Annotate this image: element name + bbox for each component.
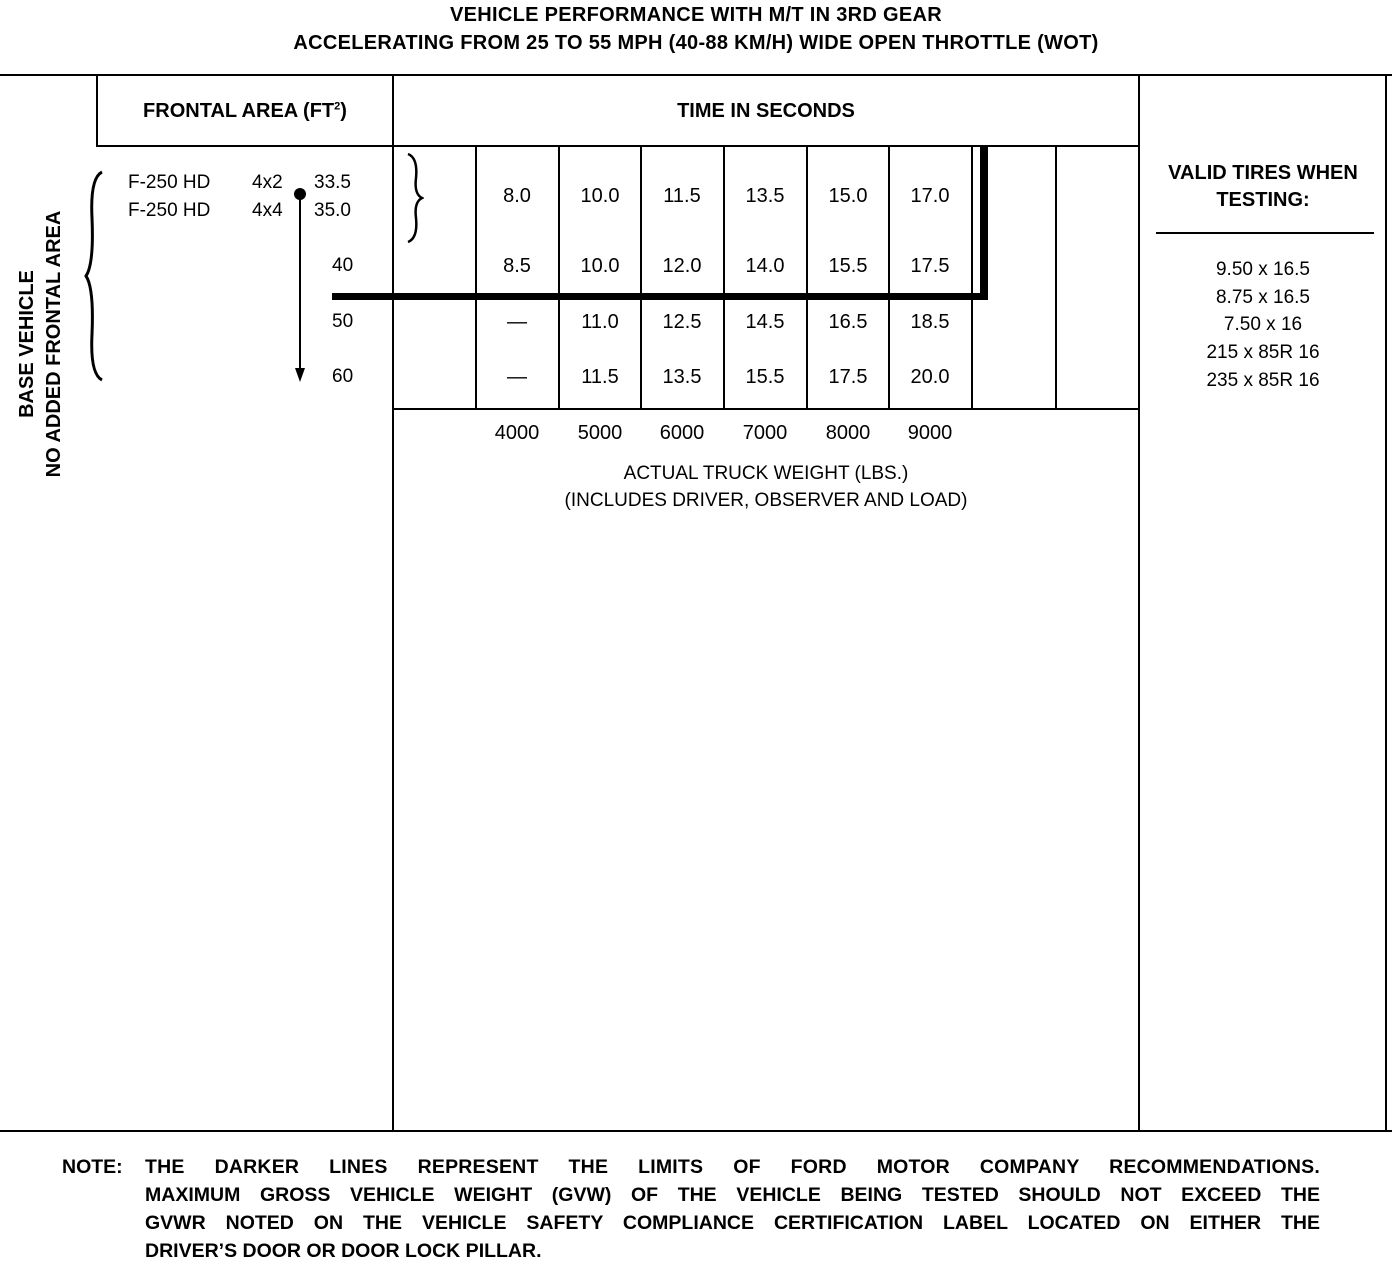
table-cell: 12.0 bbox=[662, 255, 702, 277]
table-cell: 18.5 bbox=[910, 311, 950, 333]
weight-axis-title: ACTUAL TRUCK WEIGHT (LBS.) bbox=[623, 463, 909, 484]
title-line-2: ACCELERATING FROM 25 TO 55 MPH (40-88 KM/H) WIDE OPEN THROTTLE (WOT) bbox=[293, 32, 1099, 54]
tire-list-item: 235 x 85R 16 bbox=[1206, 370, 1320, 391]
frontal-row-40: 40 bbox=[332, 255, 354, 276]
tires-header-2: TESTING: bbox=[1216, 189, 1310, 211]
vehicle-drive-2: 4x4 bbox=[252, 200, 283, 221]
vehicle-model-2: F-250 HD bbox=[128, 200, 211, 221]
tires-underline bbox=[1156, 232, 1374, 234]
weight-label: 7000 bbox=[742, 422, 788, 444]
left-col-divider bbox=[392, 76, 394, 1130]
weight-label: 5000 bbox=[577, 422, 623, 444]
table-cell: 13.5 bbox=[745, 185, 785, 207]
tire-list-item: 9.50 x 16.5 bbox=[1215, 259, 1311, 280]
frontal-row-60: 60 bbox=[332, 366, 354, 387]
weight-label: 4000 bbox=[494, 422, 540, 444]
table-cell: 12.5 bbox=[662, 311, 702, 333]
note-line-4: DRIVER’S DOOR OR DOOR LOCK PILLAR. bbox=[145, 1240, 542, 1262]
table-cell: 17.5 bbox=[910, 255, 950, 277]
table-cell: — bbox=[507, 311, 527, 333]
bottom-rule bbox=[0, 1130, 1392, 1132]
limit-line-horizontal bbox=[332, 293, 988, 300]
table-cell: 11.5 bbox=[663, 185, 701, 207]
note-line-2: MAXIMUM GROSS VEHICLE WEIGHT (GVW) OF THE VEHICLE BEING TESTED SHOULD NOT EXCEED THE bbox=[145, 1184, 1320, 1206]
down-arrow-icon bbox=[290, 186, 310, 386]
side-label-line-2: NO ADDED FRONTAL AREA bbox=[43, 210, 65, 478]
note-label: NOTE: bbox=[62, 1156, 123, 1178]
frontal-row-50: 50 bbox=[332, 311, 354, 332]
table-cell: 17.5 bbox=[828, 366, 868, 388]
table-cell: 11.0 bbox=[581, 311, 619, 333]
table-cell: 10.0 bbox=[580, 185, 620, 207]
table-cell: 15.5 bbox=[828, 255, 868, 277]
table-cell: 11.5 bbox=[581, 366, 619, 388]
grid-line bbox=[1055, 147, 1057, 409]
tire-list-item: 8.75 x 16.5 bbox=[1215, 287, 1311, 308]
tire-list-item: 7.50 x 16 bbox=[1223, 314, 1303, 335]
tire-list-item: 215 x 85R 16 bbox=[1206, 342, 1320, 363]
vehicle-area-2: 35.0 bbox=[314, 200, 351, 221]
side-label bbox=[14, 129, 70, 559]
table-bottom-rule bbox=[394, 408, 1138, 410]
table-cell: 8.0 bbox=[503, 185, 531, 207]
tires-header-1: VALID TIRES WHEN bbox=[1168, 162, 1358, 184]
table-cell: 17.0 bbox=[910, 185, 950, 207]
table-cell: 15.5 bbox=[745, 366, 785, 388]
left-brace-icon bbox=[84, 168, 108, 384]
limit-line-vertical bbox=[980, 147, 988, 300]
title-line-1: VEHICLE PERFORMANCE WITH M/T IN 3RD GEAR bbox=[449, 4, 942, 26]
table-cell: 14.0 bbox=[745, 255, 785, 277]
frontal-area-header-text: FRONTAL AREA (FT bbox=[143, 100, 335, 122]
frontal-area-header bbox=[98, 100, 392, 123]
note-line-1: THE DARKER LINES REPRESENT THE LIMITS OF FORD MOTOR COMPANY RECOMMENDATIONS. bbox=[145, 1156, 1320, 1178]
table-cell: 15.0 bbox=[828, 185, 868, 207]
vehicle-model-1: F-250 HD bbox=[128, 172, 211, 193]
weight-label: 9000 bbox=[907, 422, 953, 444]
table-cell: 14.5 bbox=[745, 311, 785, 333]
table-cell: 13.5 bbox=[662, 366, 702, 388]
vehicle-area-1: 33.5 bbox=[314, 172, 351, 193]
weight-label: 6000 bbox=[659, 422, 705, 444]
grid-line bbox=[971, 147, 973, 409]
note-line-3: GVWR NOTED ON THE VEHICLE SAFETY COMPLIANCE CERTIFICATION LABEL LOCATED ON EITHER THE bbox=[145, 1212, 1320, 1234]
table-cell: — bbox=[507, 366, 527, 388]
weight-label: 8000 bbox=[825, 422, 871, 444]
top-rule bbox=[0, 74, 1392, 76]
vehicle-drive-1: 4x2 bbox=[252, 172, 283, 193]
small-brace-icon bbox=[404, 152, 424, 244]
right-col-divider bbox=[1138, 76, 1140, 1130]
frontal-area-header-close: ) bbox=[340, 100, 347, 122]
table-cell: 10.0 bbox=[580, 255, 620, 277]
side-label-line-1: BASE VEHICLE bbox=[16, 270, 38, 418]
frontal-area-header-sup: 2 bbox=[334, 100, 341, 113]
table-cell: 8.5 bbox=[503, 255, 531, 277]
right-border bbox=[1385, 74, 1387, 1132]
time-header: TIME IN SECONDS bbox=[677, 100, 855, 122]
weight-axis-subtitle: (INCLUDES DRIVER, OBSERVER AND LOAD) bbox=[564, 490, 968, 511]
table-cell: 20.0 bbox=[910, 366, 950, 388]
table-cell: 16.5 bbox=[828, 311, 868, 333]
